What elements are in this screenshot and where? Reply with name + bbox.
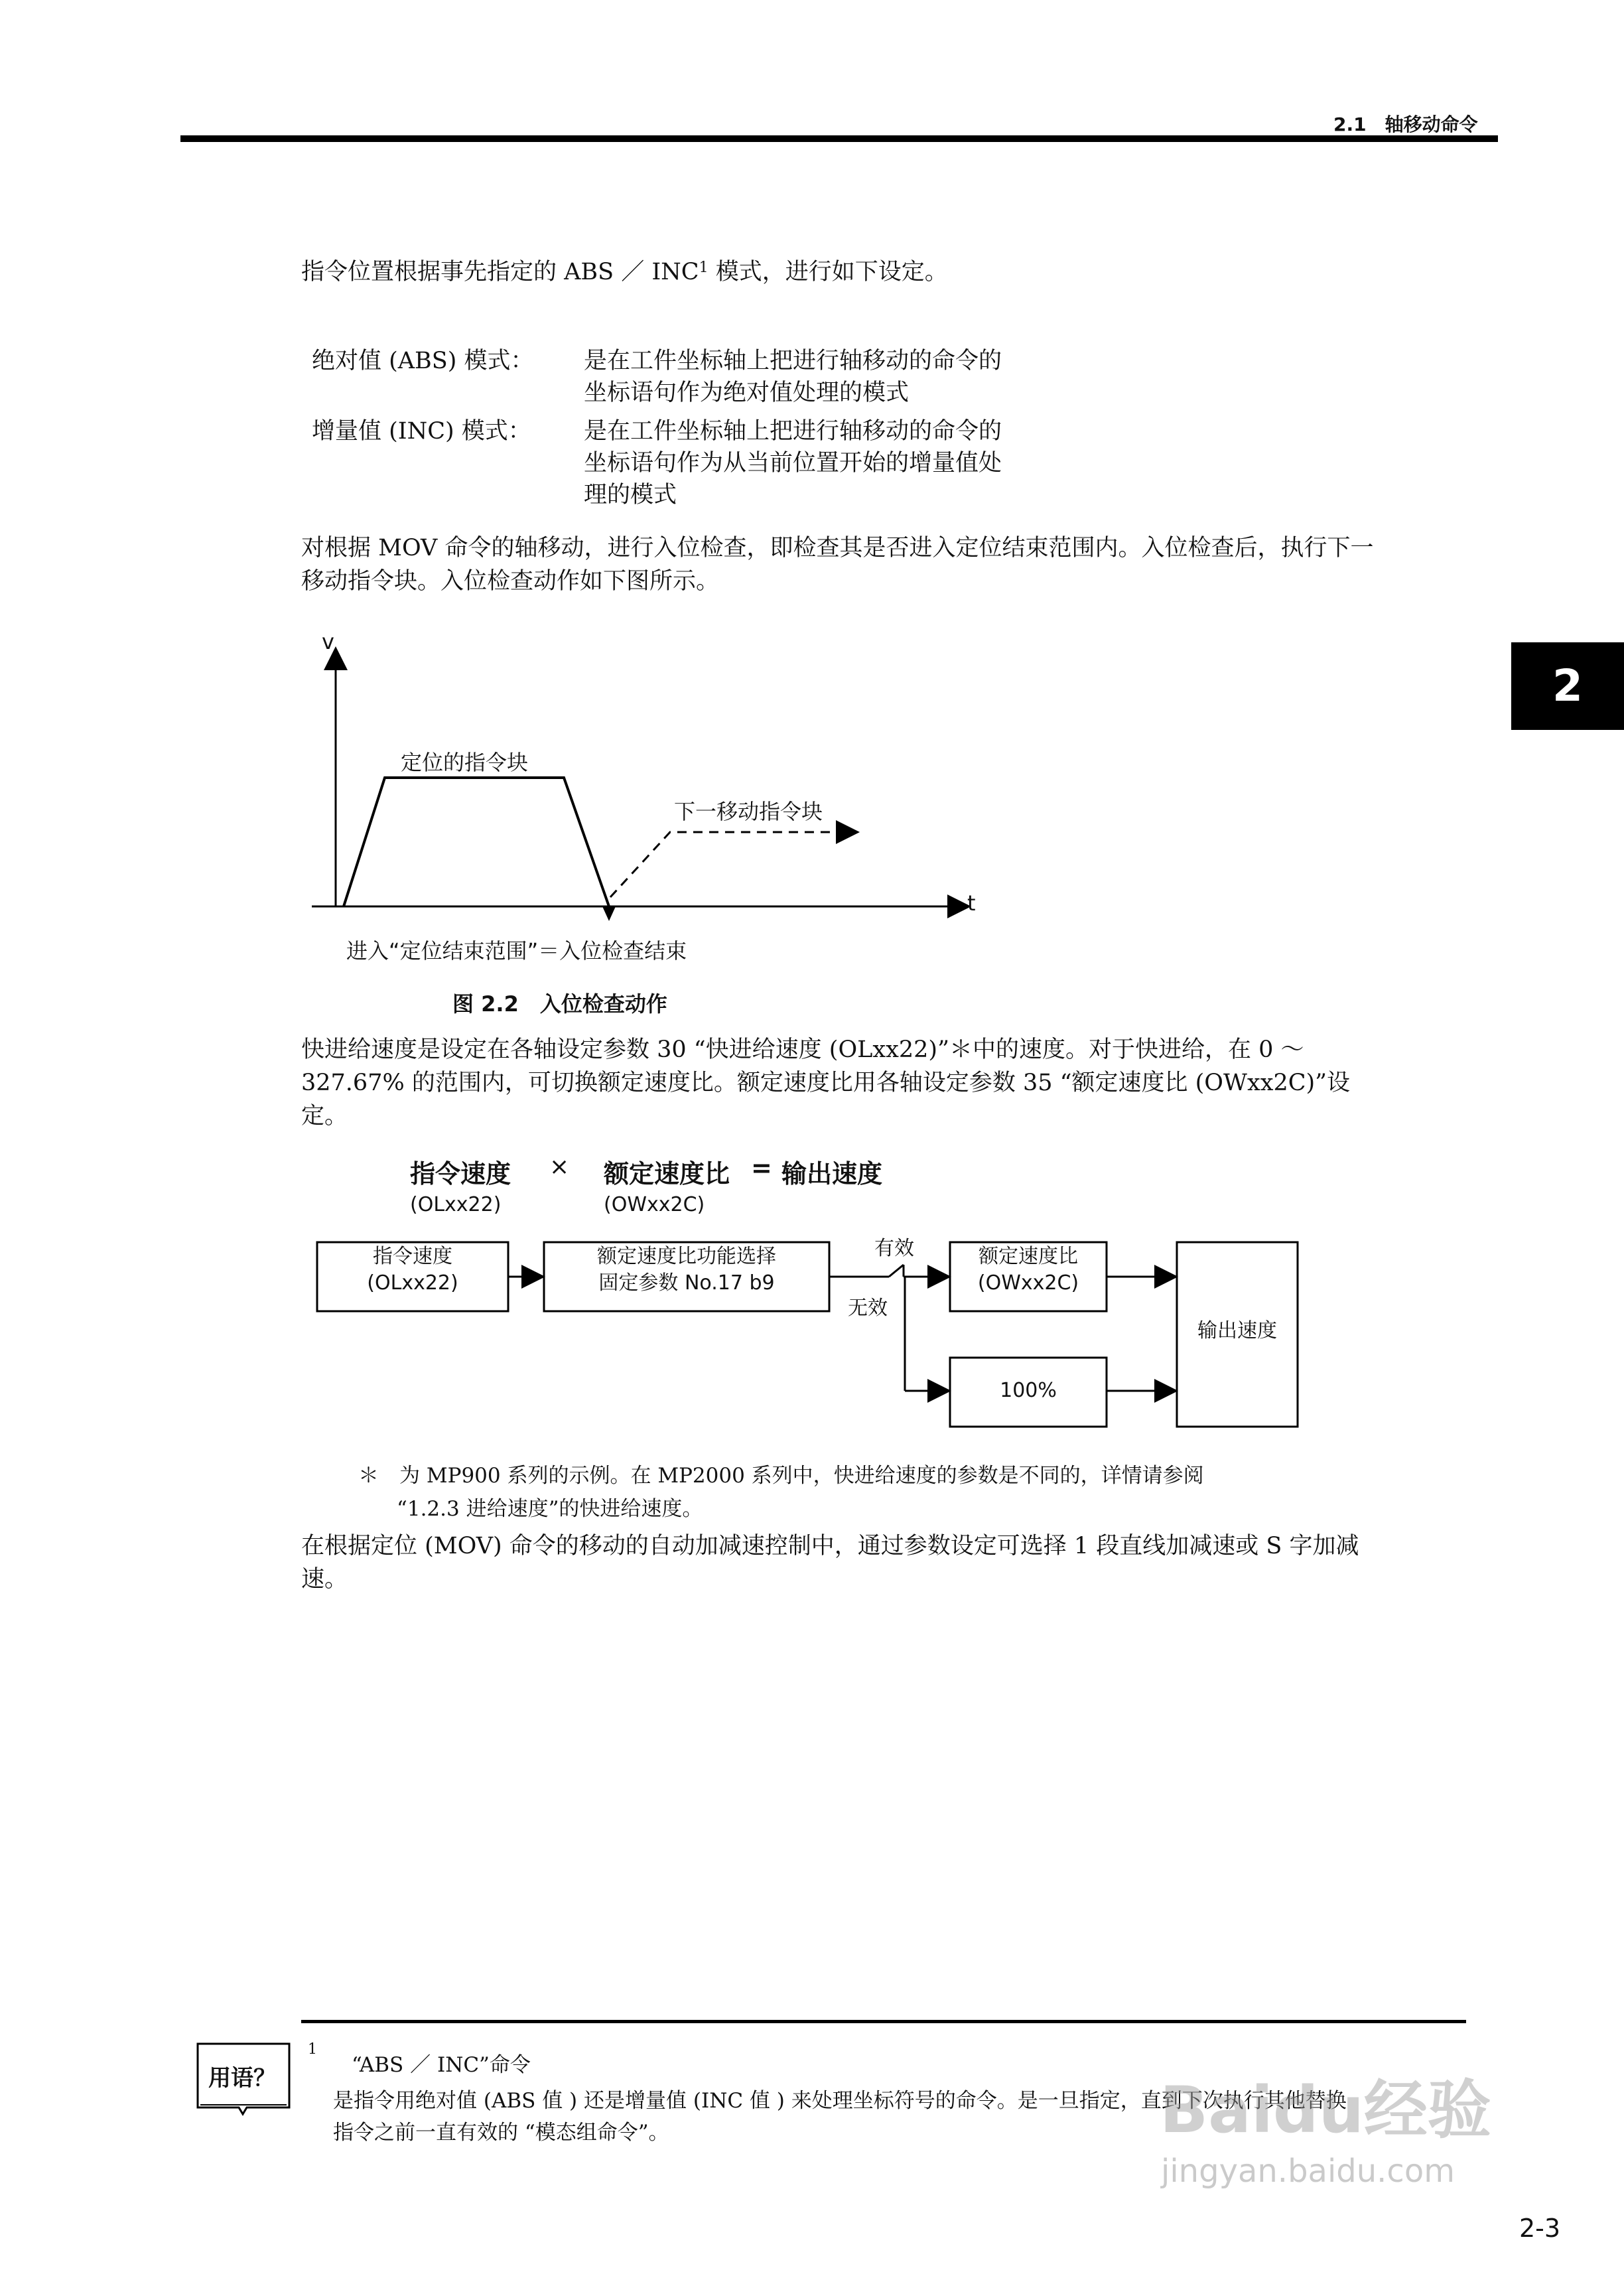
- inc-mode-desc-3: 理的模式: [584, 482, 677, 508]
- positioning-profile: [344, 778, 609, 906]
- formula-equals: =: [751, 1153, 772, 1182]
- enabled-label: 有效: [874, 1237, 914, 1260]
- inc-mode-term: 增量值 (INC) 模式：: [312, 418, 531, 445]
- watermark-brand: Baidu经验: [1160, 2073, 1491, 2147]
- output-speed-box-label: 输出速度: [1197, 1319, 1277, 1342]
- figure-caption: 图 2.2 入位检查动作: [452, 991, 667, 1017]
- note-line-2: “1.2.3 进给速度”的快进给速度。: [397, 1497, 703, 1521]
- positioning-block-label: 定位的指令块: [401, 750, 529, 775]
- disabled-label: 无效: [848, 1297, 888, 1320]
- rapid-paragraph-line-3: 定。: [301, 1103, 348, 1129]
- inc-mode-desc-1: 是在工件坐标轴上把进行轴移动的命令的: [584, 418, 1002, 445]
- note-line-1: ＊ 为 MP900 系列的示例。在 MP2000 系列中，快进给速度的参数是不同的，详情请参阅: [358, 1464, 1204, 1488]
- mov-paragraph-line-2: 移动指令块。入位检查动作如下图所示。: [301, 568, 720, 595]
- abs-mode-desc-1: 是在工件坐标轴上把进行轴移动的命令的: [584, 348, 1002, 374]
- percent-box-label: 100%: [1000, 1379, 1057, 1402]
- switch-blade: [889, 1265, 904, 1277]
- rapid-paragraph-line-2: 327.67% 的范围内，可切换额定速度比。额定速度比用各轴设定参数 35 “额定速度比 (OWxx2C)”设: [301, 1070, 1351, 1096]
- watermark-url: jingyan.baidu.com: [1161, 2153, 1455, 2190]
- command-speed-box-label: 指令速度 (OLxx22): [367, 1245, 458, 1295]
- footnote-rule: [301, 2020, 1466, 2023]
- footnote-line-1: 是指令用绝对值 (ABS 值 ) 还是增量值 (INC 值 ) 来处理坐标符号的命令。是一旦指定，直到下次执行其他替换: [333, 2089, 1347, 2113]
- formula-sub-olxx22: (OLxx22): [410, 1193, 502, 1216]
- chapter-tab: 2: [1511, 642, 1624, 730]
- check-end-label: 进入“定位结束范围”＝入位检查结束: [346, 938, 687, 963]
- footnote-ref: 1: [699, 259, 709, 276]
- accel-paragraph-line-2: 速。: [301, 1566, 348, 1593]
- formula-sub-owxx2c: (OWxx2C): [604, 1193, 705, 1216]
- header-rule: [180, 135, 1498, 142]
- accel-paragraph-line-1: 在根据定位 (MOV) 命令的移动的自动加减速控制中，通过参数设定可选择 1 段直线加减速或 S 字加减: [301, 1533, 1359, 1559]
- t-axis-label: t: [967, 891, 976, 916]
- glossary-icon-text: 用语？: [208, 2065, 276, 2092]
- mov-paragraph-line-1: 对根据 MOV 命令的轴移动，进行入位检查，即检查其是否进入定位结束范围内。入位检查后，执行下一: [301, 535, 1374, 561]
- formula-output-speed: 输出速度: [781, 1159, 883, 1188]
- next-move-profile: [610, 832, 856, 897]
- inc-mode-desc-2: 坐标语句作为从当前位置开始的增量值处: [584, 450, 1002, 476]
- rapid-paragraph-line-1: 快进给速度是设定在各轴设定参数 30 “快进给速度 (OLxx22)”＊中的速度。对于快进给，在 0 ～: [301, 1036, 1304, 1063]
- footnote-line-2: 指令之前一直有效的 “模态组命令”。: [333, 2121, 669, 2145]
- abs-mode-term: 绝对值 (ABS) 模式：: [312, 348, 534, 374]
- ratio-select-box-label: 额定速度比功能选择 固定参数 No.17 b9: [597, 1245, 776, 1295]
- check-end-marker: [602, 906, 616, 921]
- running-header: 2.1 轴移动命令: [1333, 113, 1478, 135]
- v-axis-label: v: [322, 629, 334, 654]
- footnote-number: 1: [308, 2041, 317, 2058]
- next-block-label: 下一移动指令块: [674, 799, 823, 824]
- abs-mode-desc-2: 坐标语句作为绝对值处理的模式: [584, 380, 910, 406]
- footnote-title: “ABS ／ INC”命令: [352, 2053, 531, 2077]
- intro-paragraph: 指令位置根据事先指定的 ABS ／ INC$^1$ 模式，进行如下设定。: [301, 259, 948, 285]
- formula-command-speed: 指令速度: [410, 1159, 511, 1188]
- rated-ratio-box-label: 额定速度比 (OWxx2C): [977, 1245, 1079, 1295]
- formula-times: ×: [549, 1153, 570, 1180]
- page-number: 2-3: [1519, 2214, 1561, 2243]
- formula-rated-ratio: 额定速度比: [604, 1159, 730, 1188]
